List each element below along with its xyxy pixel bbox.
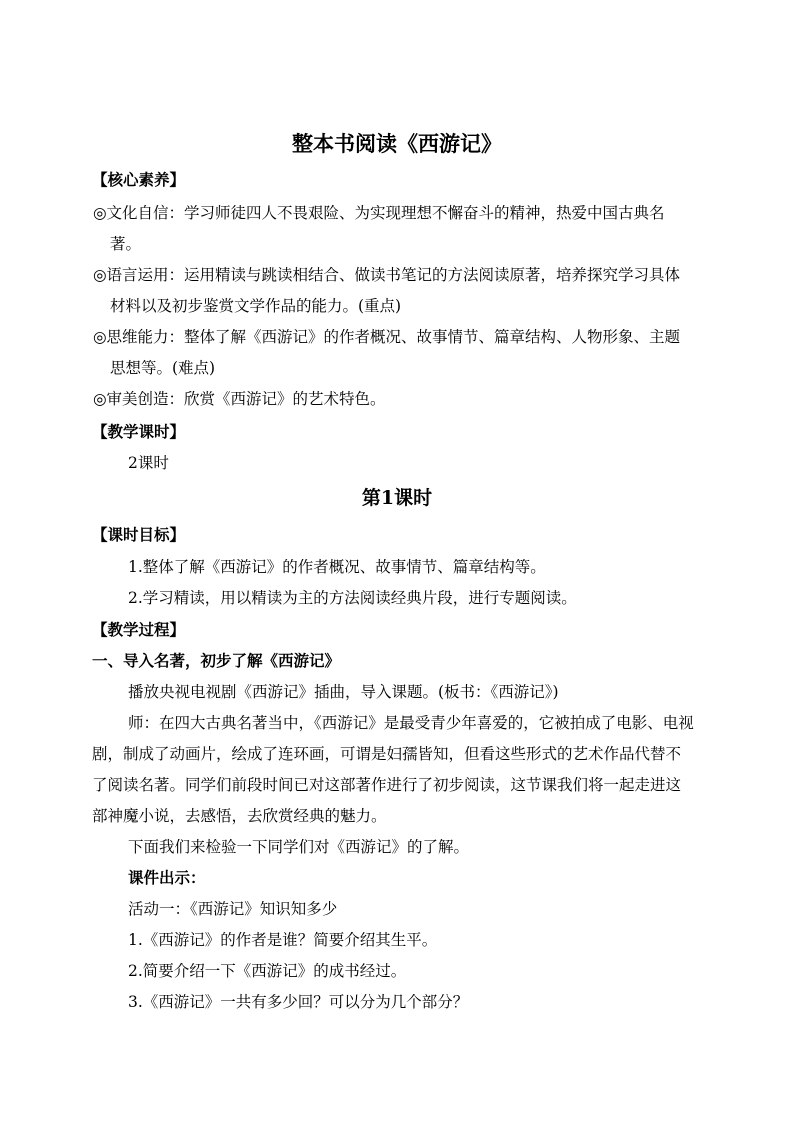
paragraph-cont: 部神魔小说，去感悟，去欣赏经典的魅力。 — [92, 807, 387, 825]
core-literacy-heading: 【核心素养】 — [92, 170, 186, 189]
paragraph: 播放央视电视剧《西游记》插曲，导入课题。(板书：《西游记》) — [128, 683, 559, 701]
core-literacy-item-cont: 著。 — [110, 235, 142, 253]
process-heading: 【教学过程】 — [92, 620, 186, 639]
courseware-label: 课件出示： — [128, 868, 206, 887]
section-heading: 一、导入名著，初步了解《西游记》 — [92, 651, 341, 670]
goal-item: 2.学习精读，用以精读为主的方法阅读经典片段，进行专题阅读。 — [128, 589, 577, 607]
core-literacy-item-cont: 思想等。(难点) — [110, 359, 216, 377]
question-item: 3.《西游记》一共有多少回？可以分为几个部分？ — [128, 993, 469, 1011]
goal-item: 1.整体了解《西游记》的作者概况、故事情节、篇章结构等。 — [128, 558, 546, 576]
paragraph-cont: 剧，制成了动画片，绘成了连环画，可谓是妇孺皆知，但看这些形式的艺术作品代替不 — [92, 745, 682, 763]
activity-title: 活动一：《西游记》知识知多少 — [128, 900, 338, 918]
core-literacy-item-cont: 材料以及初步鉴赏文学作品的能力。(重点) — [110, 297, 402, 315]
paragraph: 师：在四大古典名著当中，《西游记》是最受青少年喜爱的，它被拍成了电影、电视 — [128, 714, 694, 732]
paragraph: 下面我们来检验一下同学们对《西游记》的了解。 — [128, 838, 470, 856]
class-hours-value: 2课时 — [128, 454, 169, 472]
class-hours-heading: 【教学课时】 — [92, 422, 186, 441]
core-literacy-item: ◎文化自信：学习师徒四人不畏艰险、为实现理想不懈奋斗的精神，热爱中国古典名 — [93, 204, 665, 222]
core-literacy-item: ◎语言运用：运用精读与跳读相结合、做读书笔记的方法阅读原著，培养探究学习具体 — [93, 266, 681, 284]
document-title: 整本书阅读《西游记》 — [292, 131, 502, 156]
core-literacy-item: ◎审美创造：欣赏《西游记》的艺术特色。 — [93, 390, 386, 408]
core-literacy-item: ◎思维能力：整体了解《西游记》的作者概况、故事情节、篇章结构、人物形象、主题 — [93, 328, 681, 346]
question-item: 2.简要介绍一下《西游记》的成书经过。 — [128, 962, 407, 980]
paragraph-cont: 了阅读名著。同学们前段时间已对这部著作进行了初步阅读，这节课我们将一起走进这 — [92, 776, 682, 794]
goals-heading: 【课时目标】 — [92, 525, 186, 544]
lesson-title: 第1课时 — [361, 487, 433, 509]
question-item: 1.《西游记》的作者是谁？简要介绍其生平。 — [128, 931, 438, 949]
